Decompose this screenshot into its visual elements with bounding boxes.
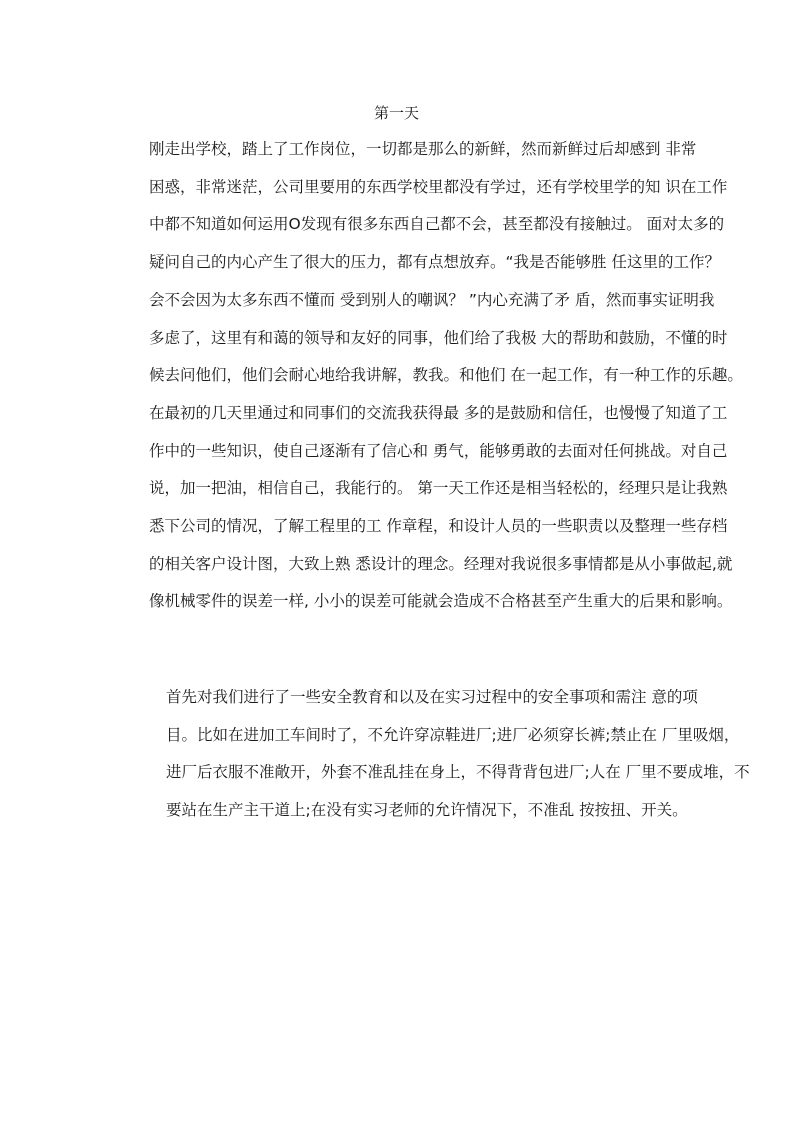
paragraph-2-line: 目。比如在进加工车间时了，不允许穿凉鞋进厂;进厂必须穿长裤;禁止在 厂里吸烟， (166, 725, 740, 744)
paragraph-1-line: 会不会因为太多东西不懂而 受到别人的嘲讽？ ”内心充满了矛 盾，然而事实证明我 (149, 290, 715, 309)
paragraph-1-line: 悉下公司的情况，了解工程里的工 作章程，和设计人员的一些职责以及整理一些存档 (149, 517, 728, 536)
paragraph-1-line: 说，加一把油，相信自己，我能行的。 第一天工作还是相当轻松的，经理只是让我熟 (149, 479, 728, 498)
paragraph-1-line: 候去问他们，他们会耐心地给我讲解，教我。和他们 在一起工作，有一种工作的乐趣。 (149, 366, 743, 385)
paragraph-1-line: 疑问自己的内心产生了很大的压力，都有点想放弃。“我是否能够胜 任这里的工作？ (149, 253, 720, 272)
paragraph-2-line: 进厂后衣服不准敞开，外套不准乱挂在身上，不得背背包进厂;人在 厂里不要成堆，不 (166, 763, 750, 782)
paragraph-2 (118, 679, 750, 830)
paragraph-1-line: 在最初的几天里通过和同事们的交流我获得最 多的是鼓励和信任，也慢慢了知道了工 (149, 403, 728, 422)
paragraph-1-line: 中都不知道如何运用O发现有很多东西自己都不会，甚至都没有接触过。 面对太多的 (149, 215, 725, 234)
paragraph-1-line: 作中的一些知识，使自己逐渐有了信心和 勇气，能够勇敢的去面对任何挑战。对自己 (149, 441, 728, 460)
paragraph-1-line: 的相关客户设计图，大致上熟 悉设计的理念。经理对我说很多事情都是从小事做起,就 (149, 554, 733, 573)
paragraph-1-line: 多虑了，这里有和蔼的领导和友好的同事，他们给了我极 大的帮助和鼓励，不懂的时 (149, 328, 728, 347)
paragraph-2-line: 要站在生产主干道上;在没有实习老师的允许情况下，不准乱 按按扭、开关。 (166, 801, 688, 820)
paragraph-2-line: 首先对我们进行了一些安全教育和以及在实习过程中的安全事项和需注 意的项 (166, 688, 698, 706)
page-title: 第一天 (373, 104, 419, 122)
paragraph-1-line: 像机械零件的误差一样, 小小的误差可能就会造成不合格甚至产生重大的后果和影响。 (149, 592, 733, 611)
paragraph-1 (118, 131, 743, 621)
paragraph-1-line: 困惑，非常迷茫，公司里要用的东西学校里都没有学过，还有学校里学的知 识在工作 (149, 177, 728, 196)
paragraph-1-line: 刚走出学校，踏上了工作岗位，一切都是那么的新鲜，然而新鲜过后却感到 非常 (149, 140, 697, 158)
